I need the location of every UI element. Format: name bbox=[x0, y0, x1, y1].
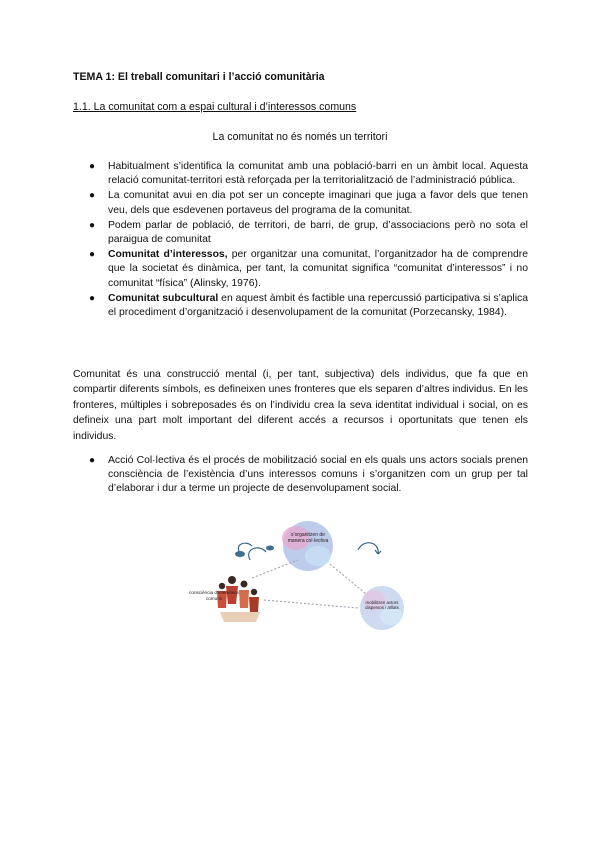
centered-statement: La comunitat no és només un territori bbox=[212, 131, 388, 143]
list-item bbox=[73, 454, 528, 497]
bullet-list-final bbox=[73, 454, 528, 498]
bullet-text: per organitzar una comunitat, l’organitzador ha de comprendre que la societat és dinàmica, per tant, la comunitat significa “comunitat d’interessos” i no comunitat “física” (Alinsky, 1976). bbox=[108, 249, 528, 289]
bullet-icon: ● bbox=[89, 455, 96, 466]
circle-right bbox=[360, 586, 404, 630]
list-item bbox=[73, 160, 528, 188]
bullet-list bbox=[73, 160, 528, 321]
bullet-icon: ● bbox=[89, 249, 96, 261]
bullet-text: La comunitat avui en dia pot ser un concepte imaginari que juga a favor dels que tenen veu, dels que esdevenen portaveus del programa de la comunitat. bbox=[108, 190, 528, 216]
arrow-left-swirl bbox=[249, 548, 266, 560]
bullet-bold-term: Comunitat d’interessos, bbox=[108, 249, 228, 261]
collective-action-diagram bbox=[180, 520, 430, 660]
list-item bbox=[73, 248, 528, 291]
bullet-icon: ● bbox=[89, 219, 96, 231]
list-item bbox=[73, 219, 528, 247]
bullet-icon: ● bbox=[89, 190, 96, 202]
label-top: s’organitzen de manera col·lectiva bbox=[287, 532, 329, 544]
bullet-text: en aquest àmbit és factible una repercussió participativa si s’aplica el procediment d’organització i desenvolupament de la comunitat (Porzecansky, 1984). bbox=[108, 292, 528, 319]
list-item bbox=[73, 292, 528, 320]
bullet-text: Acció Col·lectiva és el procés de mobilització social en els quals uns actors socials prenen consciència de l’existència d’uns interessos comuns i s’organitzen com un grup per tal d’elaborar i dur a terme un projecte de desenvolupament social. bbox=[108, 455, 528, 495]
connector-bottom bbox=[264, 600, 358, 608]
small-ellipses bbox=[235, 546, 274, 558]
bullet-text: Habitualment s’identifica la comunitat amb una població-barri en un àmbit local. Aquesta relació comunitat-territori està reforçada per la territorialització de l’administració pública. bbox=[108, 161, 528, 187]
section-heading: 1.1. La comunitat com a espai cultural i d’interessos comuns bbox=[73, 101, 357, 113]
bullet-icon: ● bbox=[89, 292, 96, 304]
arrow-right-curve bbox=[358, 543, 378, 554]
bullet-text: Podem parlar de població, de territori, de barri, de grup, d’associacions però no sota el paraigua de comunitat bbox=[108, 219, 528, 246]
bullet-icon: ● bbox=[89, 161, 96, 172]
body-paragraph: Comunitat és una construcció mental (i, per tant, subjectiva) dels individus, que fa que en compartir diferents símbols, es defineixen unes fronteres que els separen d’altres individus. En les fronteres, múltiples i sobreposades és on l’individu crea la seva identitat individual i social, on es defineix una part molt important del diferent accés a recursos i oportunitats que tenen els individus. bbox=[73, 369, 528, 442]
document-title: TEMA 1: El treball comunitari i l’acció comunitària bbox=[73, 71, 325, 83]
label-right: mobilitzen actors dispersos i aïllats bbox=[365, 600, 399, 611]
bullet-bold-term: Comunitat subcultural bbox=[108, 292, 219, 304]
connector-right bbox=[330, 564, 366, 594]
connector-left bbox=[252, 560, 298, 578]
label-left: consciència d’interessos comuns bbox=[189, 590, 239, 601]
list-item bbox=[73, 189, 528, 217]
